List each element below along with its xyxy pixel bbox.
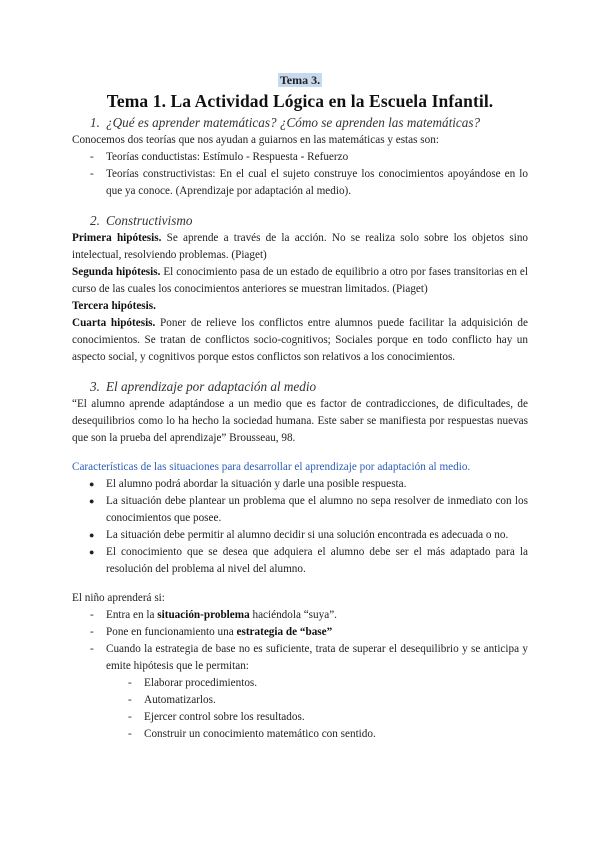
- brousseau-quote: “El alumno aprende adaptándose a un medio que es factor de contradicciones, de dificultades, de desequilibrios como lo ha hecho la sociedad humana. Este saber se manifiesta por respuestas nuevas que son la prueba del aprendizaje” Brousseau, 98.: [72, 398, 528, 444]
- list-item: - Elaborar procedimientos.: [72, 675, 528, 692]
- section-1-intro: Conocemos dos teorías que nos ayudan a guiarnos en las matemáticas y estas son:: [72, 134, 439, 146]
- section-3-heading: [72, 378, 528, 396]
- document-content: [72, 72, 528, 743]
- hypothesis-4: Cuarta hipótesis. Poner de relieve los conflictos entre alumnos puede facilitar la adquisición de conocimientos. Se tratan de conflictos socio-cognitivos; Sociales porque en todo conflicto hay un aspecto social, y cognitivos porque estos conflictos son relativos a los conocimientos.: [72, 317, 528, 363]
- hypothesis-2: Segunda hipótesis. El conocimiento pasa de un estado de equilibrio a otro por fases transitorias en el curso de las cuales los conocimientos anteriores se muestran limitados. (Piaget): [72, 266, 528, 295]
- page-title: Tema 1. La Actividad Lógica en la Escuela Infantil.: [106, 91, 494, 111]
- section-2-heading: [72, 212, 528, 230]
- hypothesis-3: [72, 298, 528, 315]
- characteristics-list: [72, 476, 528, 578]
- learn-list: [72, 607, 528, 675]
- tema-label: [72, 72, 528, 88]
- dash-marker: -: [90, 168, 94, 180]
- bullet-marker: ●: [89, 479, 95, 489]
- bullet-marker: ●: [89, 530, 95, 540]
- section-2-number: 2.: [90, 213, 100, 228]
- list-item: - Pone en funcionamiento una estrategia de “base”: [72, 624, 528, 641]
- dash-marker: -: [128, 677, 132, 689]
- hypothesis-1: Primera hipótesis. Se aprende a través de la acción. No se realiza solo sobre los objetos sino intelectual, resolviendo problemas. (Piaget): [72, 232, 529, 261]
- bullet-marker: ●: [89, 496, 95, 506]
- section-1-title: ¿Qué es aprender matemáticas? ¿Cómo se aprenden las matemáticas?: [106, 115, 481, 130]
- tema-label-highlight: Tema 3.: [279, 73, 321, 87]
- dash-marker: -: [128, 728, 132, 740]
- dash-marker: -: [90, 643, 94, 655]
- section-2-title: Constructivismo: [106, 213, 193, 228]
- bullet-marker: ●: [89, 547, 95, 557]
- dash-marker: -: [90, 626, 94, 638]
- section-1-heading: [72, 114, 528, 132]
- list-item: - Automatizarlos.: [72, 692, 528, 709]
- list-item: - Teorías conductistas: Estímulo - Respuesta - Refuerzo: [72, 149, 528, 166]
- hypothesis-1-label: Primera hipótesis.: [72, 232, 162, 244]
- list-item: - Teorías constructivistas: En el cual el sujeto construye los conocimientos apoyándose en lo que ya conoce. (Aprendizaje por adaptación al medio).: [90, 168, 528, 197]
- section-1-number: 1.: [90, 115, 100, 130]
- characteristics-title: Características de las situaciones para desarrollar el aprendizaje por adaptación al medio.: [72, 461, 471, 473]
- list-item: - Construir un conocimiento matemático con sentido.: [72, 726, 528, 743]
- list-item: - Ejercer control sobre los resultados.: [72, 709, 528, 726]
- dash-marker: -: [128, 711, 132, 723]
- hypothesis-2-label: Segunda hipótesis.: [72, 266, 161, 278]
- list-item: - Entra en la situación-problema haciéndola “suya”.: [72, 607, 528, 624]
- list-item: ● La situación debe plantear un problema que el alumno no sepa resolver de inmediato con los conocimientos que posee.: [89, 495, 528, 524]
- hypothesis-4-label: Cuarta hipótesis.: [72, 317, 156, 329]
- learn-intro: El niño aprenderá si:: [72, 592, 165, 604]
- dash-marker: -: [90, 151, 94, 163]
- hypothesis-3-label: Tercera hipótesis.: [72, 300, 156, 312]
- section-3-title: El aprendizaje por adaptación al medio: [106, 379, 317, 394]
- list-item: - Cuando la estrategia de base no es suficiente, trata de superar el desequilibrio y se anticipa y emite hipótesis que le permitan:: [90, 643, 528, 672]
- list-item: ● El alumno podrá abordar la situación y darle una posible respuesta.: [72, 476, 528, 493]
- dash-marker: -: [90, 609, 94, 621]
- dash-marker: -: [128, 694, 132, 706]
- list-item: ● La situación debe permitir al alumno decidir si una solución encontrada es adecuada o no.: [72, 527, 528, 544]
- list-item: ● El conocimiento que se desea que adquiera el alumno debe ser el más adaptado para la resolución del problema al nivel del alumno.: [89, 546, 528, 575]
- sub-steps-list: [72, 675, 528, 743]
- theories-list: [72, 149, 528, 200]
- section-3-number: 3.: [90, 379, 100, 394]
